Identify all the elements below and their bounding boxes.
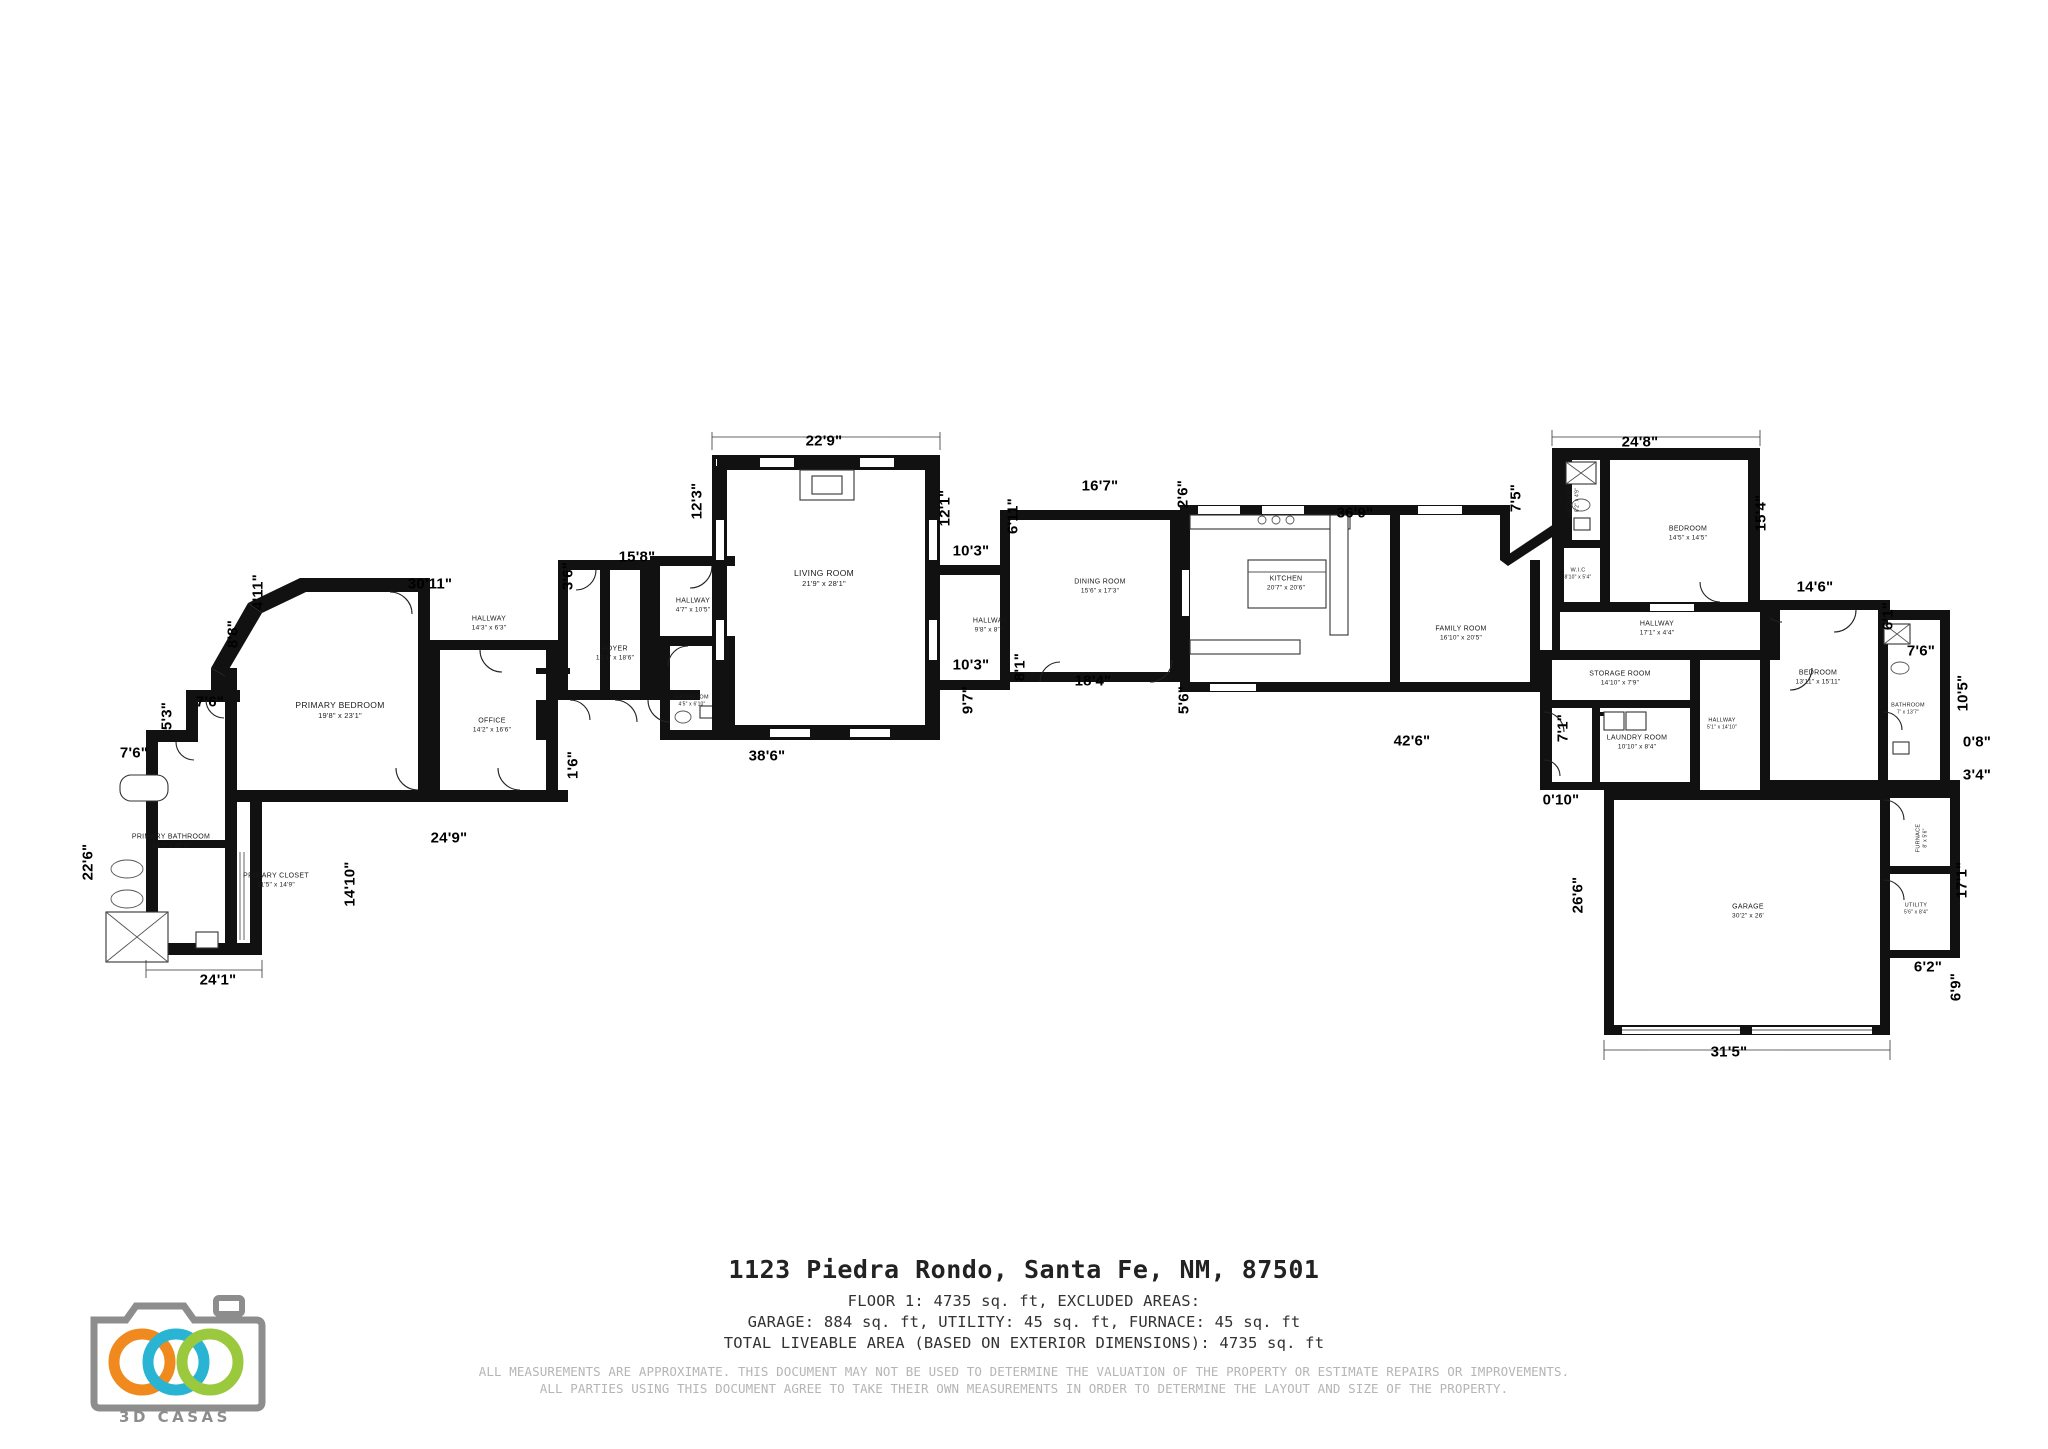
room-name: BEDROOM	[1668, 525, 1708, 533]
excluded-areas: GARAGE: 884 sq. ft, UTILITY: 45 sq. ft, FURNACE: 45 sq. ft	[747, 1313, 1301, 1331]
dimension-label: 15'4"	[1752, 494, 1770, 532]
dimension-label: 22'9"	[805, 432, 843, 450]
dimension-label: 36'9"	[1336, 504, 1374, 522]
room-name: HALLWAY	[471, 615, 507, 623]
room-dimensions: 5'1" x 14'10"	[1706, 724, 1738, 731]
dimension-label: 6'9"	[1947, 972, 1965, 1002]
document-footer	[0, 1255, 2048, 1398]
room-dimensions: 14'2" x 16'6"	[472, 726, 512, 734]
room-dimensions: 8' x 5'6"	[1922, 828, 1929, 848]
room-name: OFFICE	[478, 717, 506, 725]
dimension-label: 38'6"	[748, 747, 786, 765]
dimension-label: 10'5"	[1954, 674, 1972, 712]
room-name: FURNACE	[1915, 823, 1922, 853]
room-name: W.I.C	[1570, 567, 1586, 574]
room-name: PRIMARY BEDROOM	[295, 700, 385, 710]
dimension-label: 17'1"	[1953, 861, 1971, 899]
dimension-label: 10'3"	[952, 656, 990, 674]
dimension-label: 14'10"	[341, 861, 359, 907]
room-dimensions: 8'2" x 4'9"	[1574, 487, 1581, 513]
dimension-label: 7'1"	[1554, 713, 1572, 743]
dimension-label: 12'1"	[936, 489, 954, 527]
room-name: HALLWAY	[1639, 620, 1675, 628]
small-bathroom-fixtures	[675, 706, 718, 723]
dimension-label: 7'5"	[1507, 483, 1525, 513]
family-room-walls	[1380, 505, 1566, 692]
disclaimer-line-1: ALL MEASUREMENTS ARE APPROXIMATE. THIS DOCUMENT MAY NOT BE USED TO DETERMINE THE VALUATION OF THE PROPERTY OR ESTIMATE REPAIRS OR IMPROVEMENTS.	[478, 1364, 1570, 1379]
room-dimensions: 16'10" x 20'5"	[1439, 634, 1483, 642]
east-bedroom-walls	[1760, 600, 1960, 790]
dimension-label: 26'6"	[1569, 876, 1587, 914]
dimension-label: 5'3"	[158, 701, 176, 731]
total-liveable-area: TOTAL LIVEABLE AREA (BASED ON EXTERIOR DIMENSIONS): 4735 sq. ft	[723, 1334, 1325, 1352]
dimension-label: 15'8"	[618, 548, 656, 566]
brand-name: 3D CASAS	[119, 1408, 231, 1426]
living-room-walls	[712, 455, 940, 740]
room-dimensions: 14'10" x 7'9"	[1600, 679, 1640, 687]
dimension-label: 6'1"	[1879, 601, 1897, 631]
dimension-label: 7'6"	[119, 744, 149, 762]
kitchen-walls	[1180, 505, 1390, 692]
room-name: BEDROOM	[1798, 669, 1838, 677]
room-name: PRIMARY BATHROOM	[131, 833, 211, 841]
room-dimensions: 30'2" x 26'	[1732, 912, 1764, 920]
room-dimensions: 11'5" x 14'9"	[257, 881, 295, 889]
room-name: BATHROOM	[675, 694, 709, 701]
room-dimensions: 4'5" x 6'10"	[678, 701, 706, 708]
room-name: LIVING ROOM	[794, 568, 854, 578]
room-name: KITCHEN	[1269, 575, 1303, 583]
room-name: FOYER	[602, 645, 628, 653]
room-dimensions: 4'7" x 10'5"	[675, 606, 711, 614]
floor-summary: FLOOR 1: 4735 sq. ft, EXCLUDED AREAS:	[847, 1292, 1201, 1310]
room-dimensions: 8'10" x 5'4"	[1564, 574, 1592, 581]
room-name: HALLWAY	[675, 597, 711, 605]
dimension-label: 30'11"	[407, 575, 453, 593]
dimension-label: 16'7"	[1081, 477, 1119, 495]
room-dimensions: 21'9" x 28'1"	[802, 578, 846, 588]
garage-walls	[1604, 790, 1960, 1035]
room-name: BATHROOM	[1567, 483, 1574, 517]
dimension-label: 42'6"	[1393, 732, 1431, 750]
dimension-label: 22'6"	[79, 843, 97, 881]
ne-bedroom-walls	[1552, 448, 1780, 660]
room-dimensions: 13'4" x 18'6"	[595, 654, 635, 662]
room-name: HALLWAY	[972, 617, 1008, 625]
primary-bathroom-fixtures	[106, 775, 218, 962]
room-name: DINING ROOM	[1074, 578, 1126, 586]
dimension-label: 1'6"	[564, 750, 582, 780]
disclaimer-line-2: ALL PARTIES USING THIS DOCUMENT AGREE TO TAKE THEIR OWN MEASUREMENTS IN ORDER TO DETERMINE THE LAYOUT AND SIZE OF THE PROPERTY.	[539, 1381, 1509, 1396]
dimension-label: 12'3"	[688, 482, 706, 520]
dimension-label: 24'9"	[430, 829, 468, 847]
room-dimensions: 10'10" x 8'4"	[1617, 743, 1657, 751]
dimension-label: 6'11"	[1004, 498, 1022, 534]
primary-closet-fixtures	[240, 852, 244, 940]
room-name: STORAGE ROOM	[1589, 670, 1651, 678]
room-dimensions: 14'7" x 26'6"	[151, 842, 191, 850]
dimension-label: 0'10"	[1542, 791, 1580, 809]
dimension-label: 24'8"	[1621, 433, 1659, 451]
dimension-label: 9'7"	[959, 685, 977, 715]
dimension-label: 14'6"	[1796, 578, 1834, 596]
dimension-label: 6'2"	[1913, 958, 1943, 976]
room-dimensions: 14'5" x 14'5"	[1668, 534, 1708, 542]
dimension-label: 2'6"	[1174, 479, 1192, 509]
room-dimensions: 9'8" x 8'7"	[974, 626, 1006, 634]
primary-suite-walls	[146, 578, 430, 955]
dimension-label: 24'1"	[199, 971, 237, 989]
dimension-label: 3'6"	[559, 561, 577, 591]
room-name: UTILITY	[1904, 902, 1928, 909]
dimension-label: 4'11"	[249, 574, 267, 610]
dimension-label: 31'5"	[1710, 1043, 1748, 1061]
room-dimensions: 15'6" x 17'3"	[1080, 587, 1120, 595]
room-name: FAMILY ROOM	[1435, 625, 1487, 633]
room-dimensions: 5'6" x 8'4"	[1903, 909, 1929, 916]
dimension-label: 8'8"	[224, 619, 242, 649]
room-name: LAUNDRY ROOM	[1606, 734, 1668, 742]
room-name: GARAGE	[1732, 903, 1764, 911]
room-name: PRIMARY CLOSET	[243, 872, 309, 880]
room-name: BATHROOM	[1891, 702, 1925, 709]
property-address: 1123 Piedra Rondo, Santa Fe, NM, 87501	[728, 1255, 1320, 1284]
dimension-label: 5'6"	[1175, 685, 1193, 715]
dimension-label: 8'1"	[1011, 652, 1029, 682]
room-name: HALLWAY	[1708, 717, 1736, 724]
room-dimensions: 14'3" x 6'3"	[471, 624, 507, 632]
dimension-label: 7'6"	[1906, 642, 1936, 660]
dimension-label: 7'6"	[195, 693, 225, 711]
dimension-label: 3'4"	[1962, 766, 1992, 784]
room-dimensions: 7' x 13'7"	[1896, 709, 1920, 716]
dimension-label: 18'4"	[1074, 672, 1112, 690]
room-dimensions: 17'1" x 4'4"	[1639, 629, 1675, 637]
room-dimensions: 13'11" x 15'11"	[1795, 678, 1841, 686]
room-dimensions: 19'8" x 23'1"	[318, 710, 362, 720]
room-dimensions: 20'7" x 20'6"	[1266, 584, 1306, 592]
dimension-label: 0'8"	[1962, 733, 1992, 751]
dimension-label: 10'3"	[952, 542, 990, 560]
